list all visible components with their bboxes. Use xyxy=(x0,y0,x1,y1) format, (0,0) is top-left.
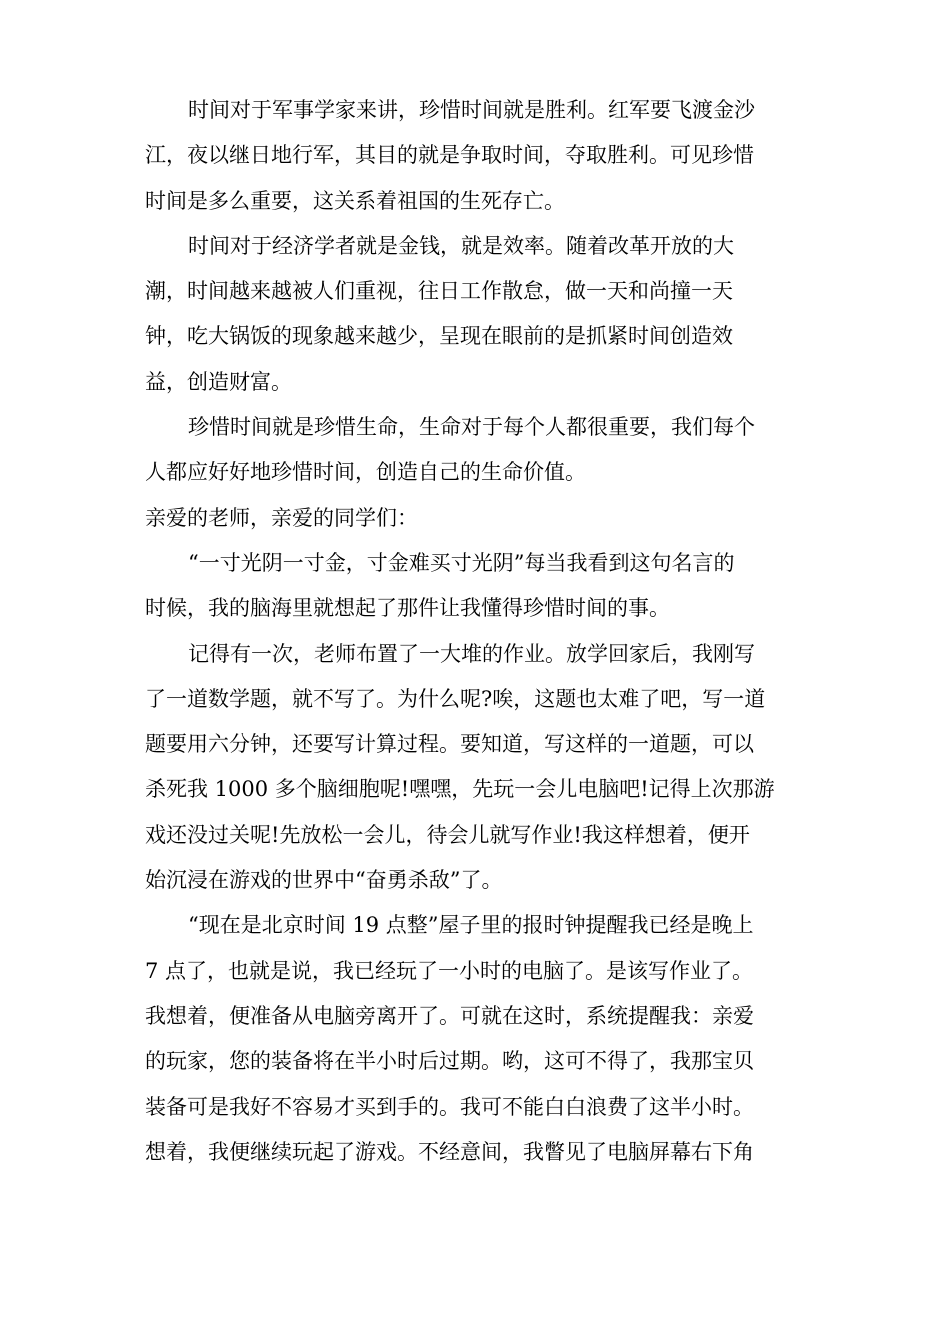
text-line: “现在是北京时间 19 点整”屋子里的报时钟提醒我已经是晚上 xyxy=(188,913,754,938)
text-line: 的玩家，您的装备将在半小时后过期。哟，这可不得了，我那宝贝 xyxy=(145,1049,754,1074)
document-body xyxy=(145,88,810,1175)
text-line: 了一道数学题，就不写了。为什么呢?唉，这题也太难了吧，写一道 xyxy=(145,686,766,711)
text-line: 时间对于军事学家来讲，珍惜时间就是胜利。红军要飞渡金沙 xyxy=(188,98,755,122)
text-line: 戏还没过关呢!先放松一会儿，待会儿就写作业!我这样想着，便开 xyxy=(145,822,750,847)
text-line: 时间是多么重要，这关系着祖国的生死存亡。 xyxy=(145,188,565,213)
text-line: 题要用六分钟，还要写计算过程。要知道，写这样的一道题，可以 xyxy=(145,732,754,757)
text-line: 亲爱的老师，亲爱的同学们： xyxy=(145,505,418,530)
text-line: 珍惜时间就是珍惜生命，生命对于每个人都很重要，我们每个 xyxy=(188,415,755,440)
text-line: 时间对于经济学者就是金钱，就是效率。随着改革开放的大 xyxy=(188,233,734,258)
text-line: 想着，我便继续玩起了游戏。不经意间，我瞥见了电脑屏幕右下角 xyxy=(145,1139,754,1164)
text-line: 记得有一次，老师布置了一大堆的作业。放学回家后，我刚写 xyxy=(188,641,755,666)
text-line: 钟，吃大锅饭的现象越来越少，呈现在眼前的是抓紧时间创造效 xyxy=(145,324,733,349)
text-line: 益，创造财富。 xyxy=(145,369,292,394)
text-line: “一寸光阴一寸金，寸金难买寸光阴”每当我看到这句名言的 xyxy=(188,550,735,575)
text-line: 人都应好好地珍惜时间，创造自己的生命价值。 xyxy=(145,460,586,485)
text-line: 潮，时间越来越被人们重视，往日工作散怠，做一天和尚撞一天 xyxy=(145,279,733,304)
text-line: 7 点了，也就是说，我已经玩了一小时的电脑了。是该写作业了。 xyxy=(145,958,754,983)
text-line: 我想着，便准备从电脑旁离开了。可就在这时，系统提醒我：亲爱 xyxy=(145,1003,754,1028)
text-line: 时候，我的脑海里就想起了那件让我懂得珍惜时间的事。 xyxy=(145,596,670,621)
text-line: 始沉浸在游戏的世界中“奋勇杀敌”了。 xyxy=(145,868,503,893)
text-line: 江，夜以继日地行军，其目的就是争取时间，夺取胜利。可见珍惜 xyxy=(145,143,754,168)
text-line: 装备可是我好不容易才买到手的。我可不能白白浪费了这半小时。 xyxy=(145,1094,754,1119)
text-line: 杀死我 1000 多个脑细胞呢!嘿嘿，先玩一会儿电脑吧!记得上次那游 xyxy=(145,777,775,802)
